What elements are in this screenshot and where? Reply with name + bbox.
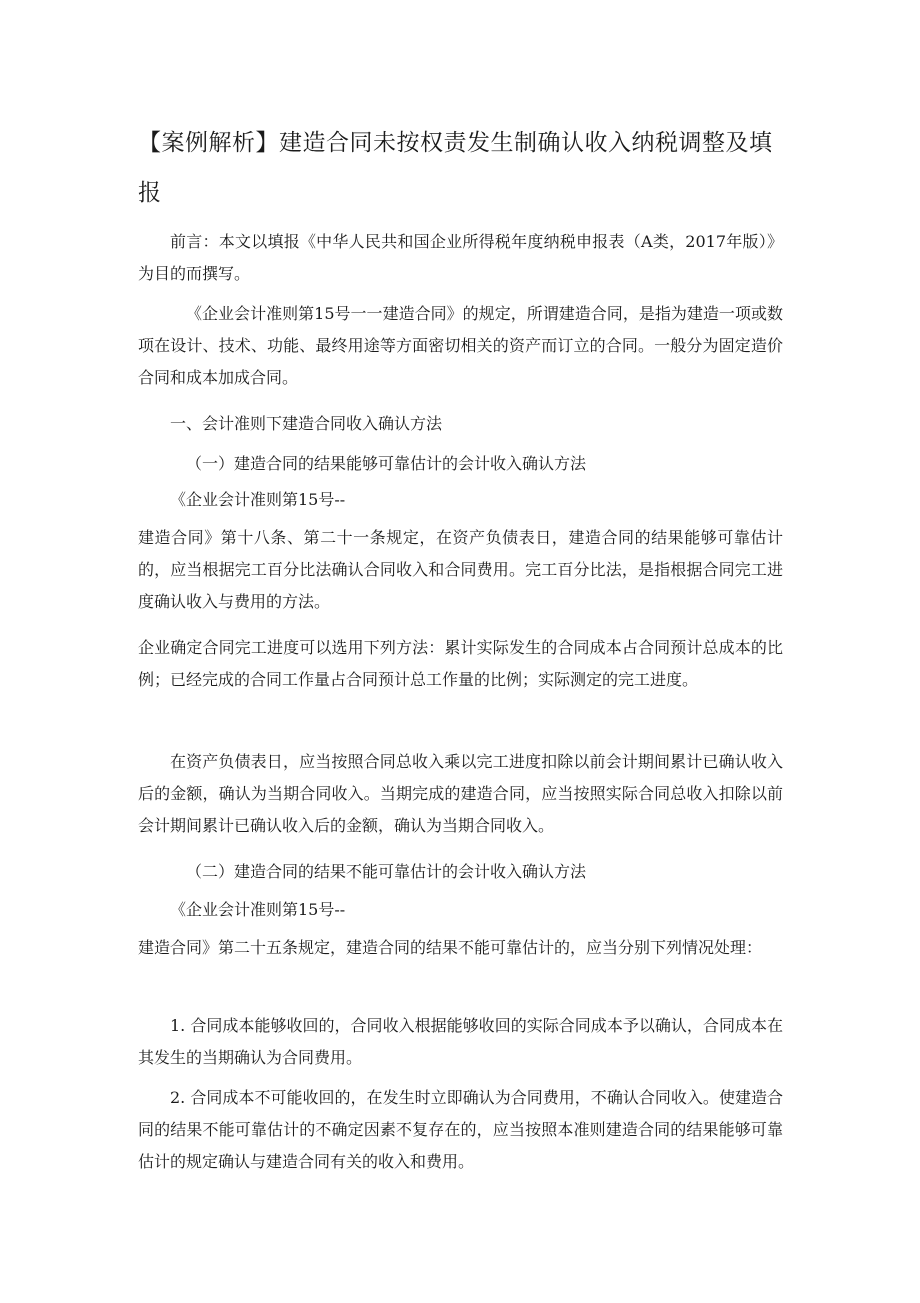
preface-paragraph: 前言：本文以填报《中华人民共和国企业所得税年度纳税申报表（A类，2017年版）》为目的而撰写。 [138, 232, 783, 283]
definition-paragraph: 《企业会计准则第15号一一建造合同》的规定，所谓建造合同，是指为建造一项或数项在设计、技术、功能、最终用途等方面密切相关的资产而订立的合同。一般分为固定造价合同和成本加成合同。 [138, 304, 783, 387]
sub2-body-paragraph: 建造合同》第二十五条规定，建造合同的结果不能可靠估计的，应当分别下列情况处理： [138, 938, 763, 957]
sub1-recognition-paragraph: 在资产负债表日，应当按照合同总收入乘以完工进度扣除以前会计期间累计已确认收入后的金额，确认为当期合同收入。当期完成的建造合同，应当按照实际合同总收入扣除以前会计期间累计已确认收入后的金额，确认为当期合同收入。 [138, 752, 783, 835]
sub1-body-paragraph: 建造合同》第十八条、第二十一条规定，在资产负债表日，建造合同的结果能够可靠估计的，应当根据完工百分比法确认合同收入和合同费用。完工百分比法，是指根据合同完工进度确认收入与费用的方法。 [138, 528, 783, 611]
sub1-methods-paragraph: 企业确定合同完工进度可以选用下列方法：累计实际发生的合同成本占合同预计总成本的比例；已经完成的合同工作量占合同预计总工作量的比例；实际测定的完工进度。 [138, 638, 783, 689]
list-item-1: 1. 合同成本能够收回的，合同收入根据能够收回的实际合同成本予以确认，合同成本在其发生的当期确认为合同费用。 [138, 1016, 783, 1067]
sub2-heading: （二）建造合同的结果不能可靠估计的会计收入确认方法 [186, 862, 587, 881]
list-item-2: 2. 合同成本不可能收回的，在发生时立即确认为合同费用，不确认合同收入。使建造合同的结果不能可靠估计的不确定因素不复存在的，应当按照本准则建造合同的结果能够可靠估计的规定确认与建造合同有关的收入和费用。 [138, 1088, 783, 1171]
document-title: 【案例解析】建造合同未按权责发生制确认收入纳税调整及填报 [138, 130, 773, 206]
sub1-heading: （一）建造合同的结果能够可靠估计的会计收入确认方法 [186, 454, 587, 473]
section1-heading: 一、会计准则下建造合同收入确认方法 [170, 414, 443, 433]
sub2-reference: 《企业会计准则第15号-- [170, 900, 346, 919]
sub1-reference: 《企业会计准则第15号-- [170, 490, 346, 509]
